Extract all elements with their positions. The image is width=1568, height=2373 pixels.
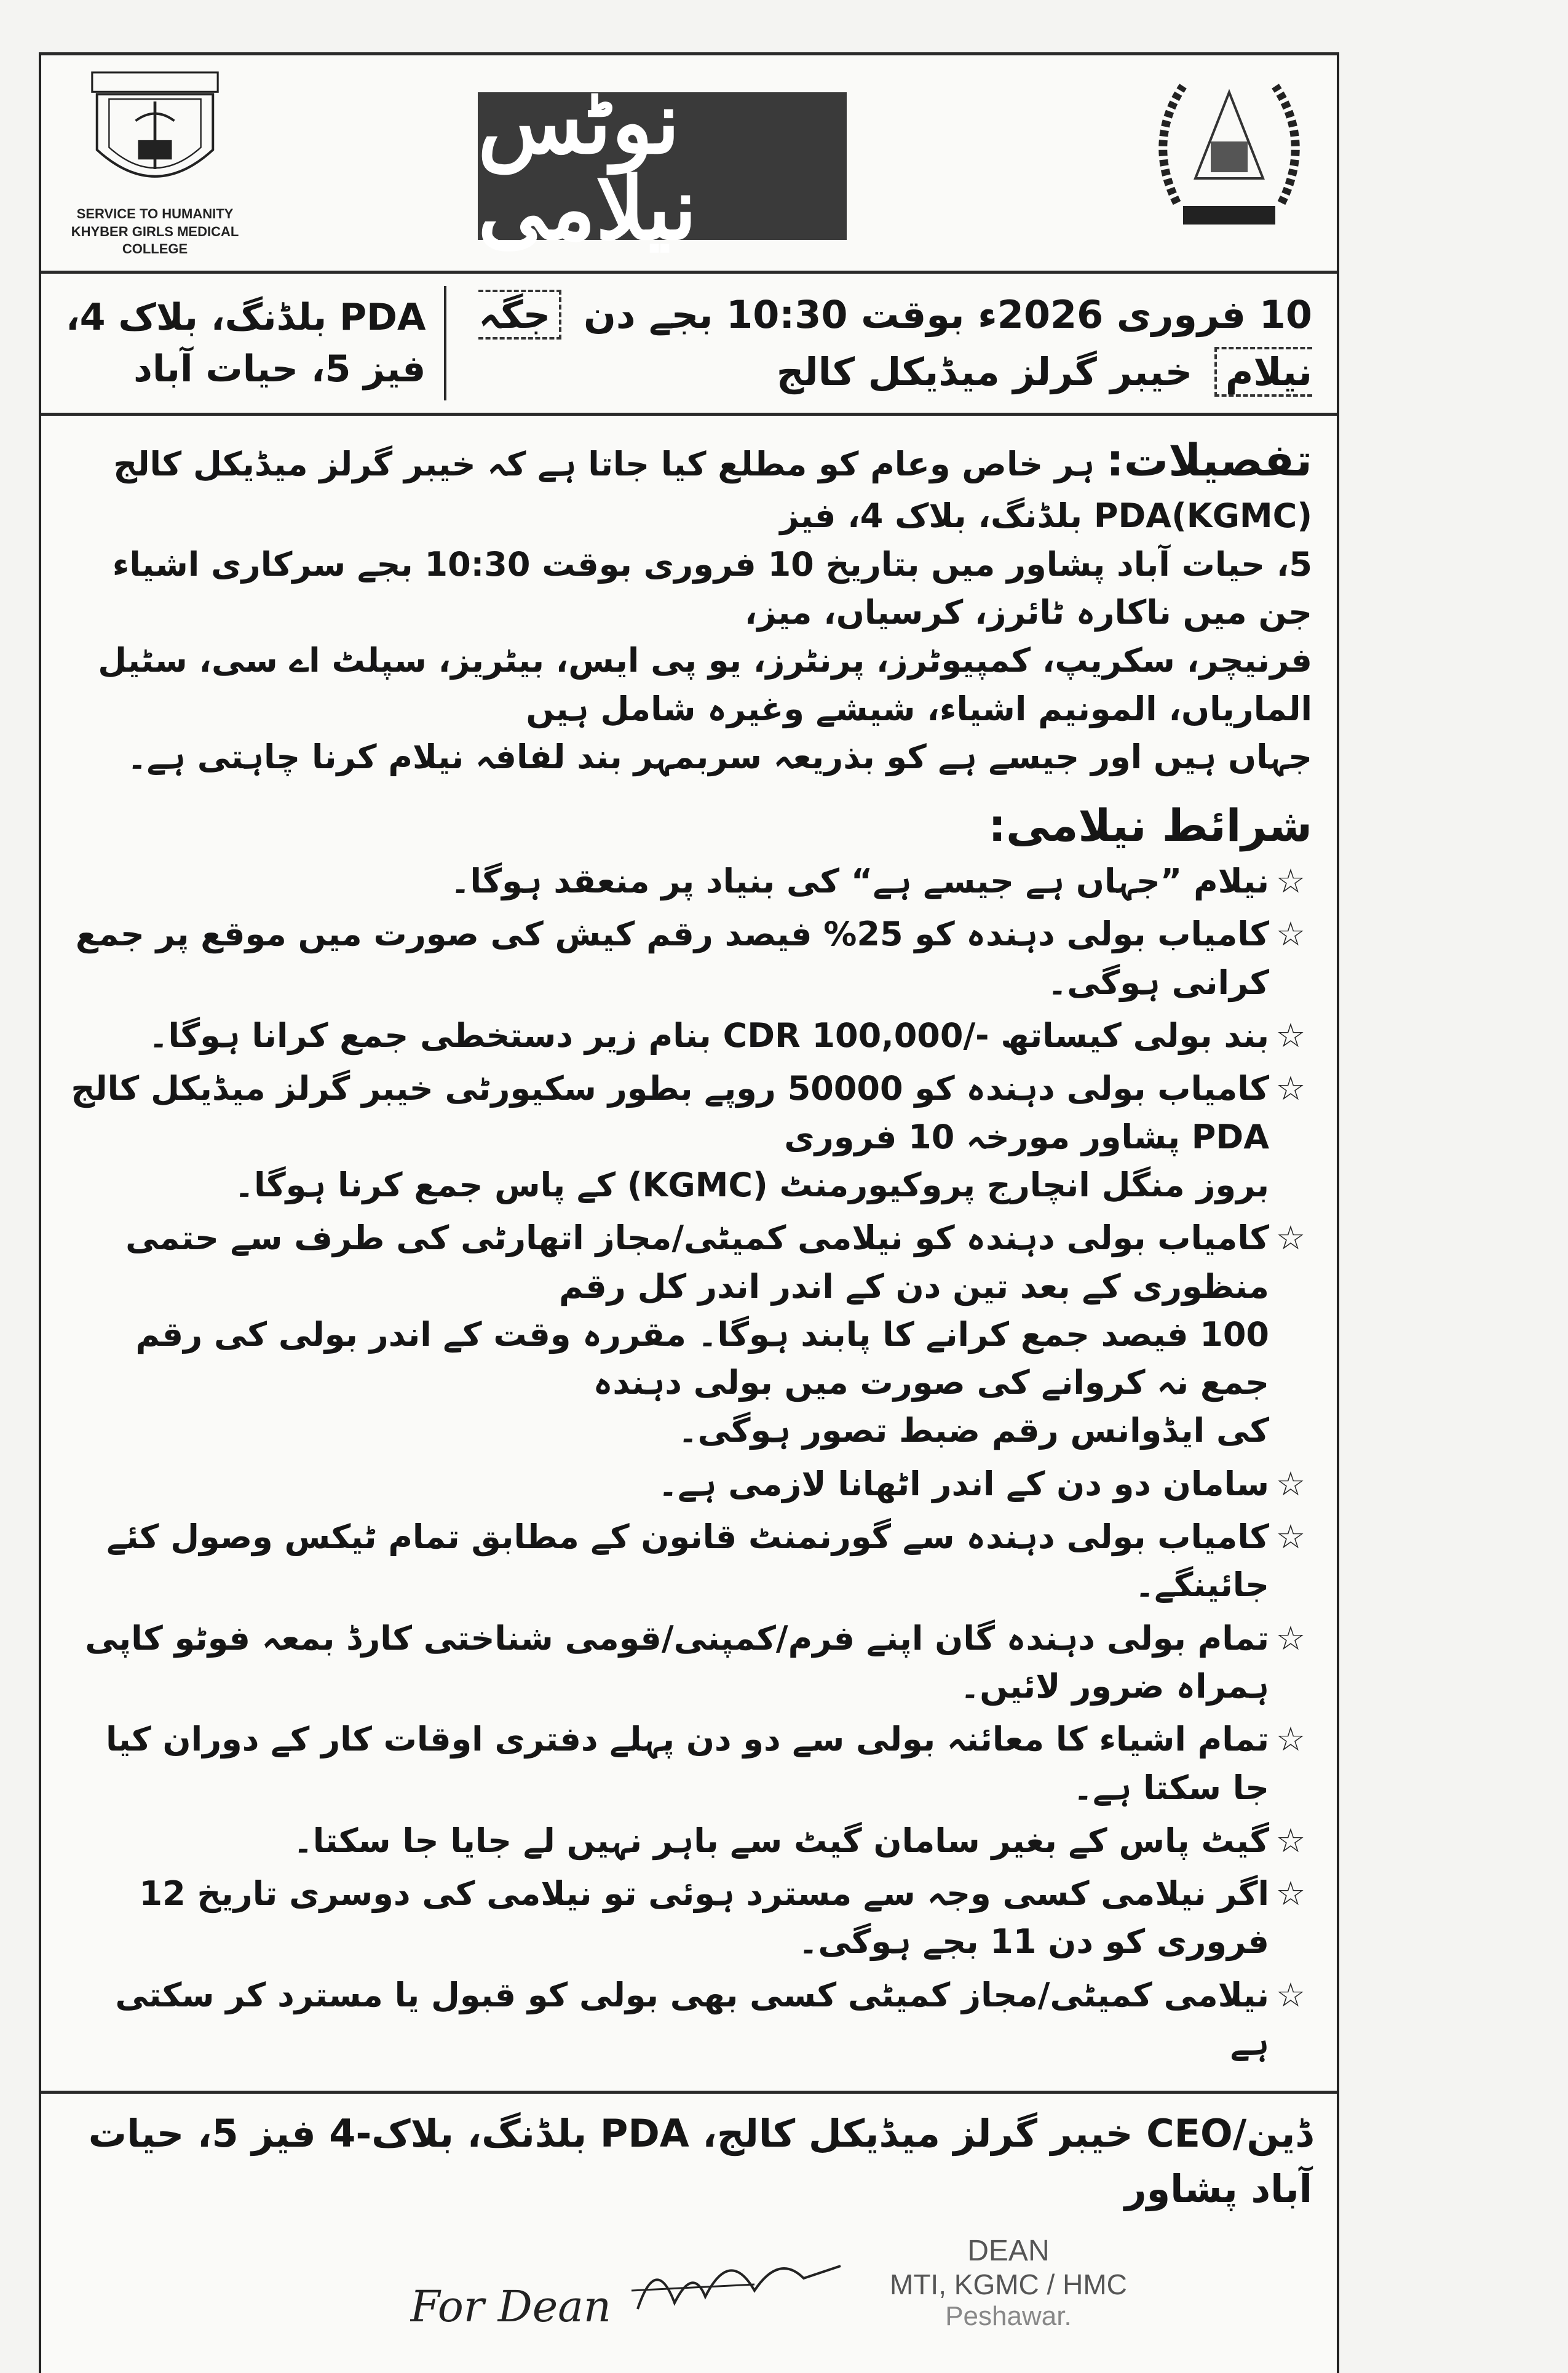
star-bullet-icon: ☆ [1275, 915, 1306, 954]
condition-item [66, 1971, 1312, 2068]
signature-block [41, 2223, 1337, 2373]
condition-item [66, 1715, 1312, 1812]
signature [410, 2229, 853, 2336]
star-bullet-icon: ☆ [1275, 1464, 1306, 1503]
details-line: جہاں ہیں اور جیسے ہے کو بذریعہ سربمہر بند لفافہ نیلام کرنا چاہتی ہے۔ [127, 737, 1312, 776]
condition-text [66, 1971, 1269, 2068]
notice-title: نوٹس نیلامی [478, 73, 697, 260]
condition-text [66, 1817, 1269, 1865]
condition-line: 100 فیصد جمع کرانے کا پابند ہوگا۔ مقررہ وقت کے اندر بولی کی رقم جمع نہ کروانے کی صورت میں بولی دہندہ [135, 1314, 1269, 1402]
condition-line: کامیاب بولی دہندہ کو نیلامی کمیٹی/مجاز اتھارٹی کی طرف سے حتمی منظوری کے بعد تین دن کے اندر اندر کل رقم [125, 1218, 1269, 1306]
auction-place-label: جگہ نیلام [478, 290, 1312, 397]
crest-college-name: KHYBER GIRLS MEDICAL COLLEGE [71, 223, 239, 257]
condition-text [66, 1513, 1269, 1610]
condition-line: نیلامی کمیٹی/مجاز کمیٹی کسی بھی بولی کو قبول یا مسترد کر سکتی ہے [115, 1975, 1269, 2062]
star-bullet-icon: ☆ [1275, 1218, 1306, 1258]
condition-item [66, 1615, 1312, 1711]
address-line-2: فیز 5، حیات آباد [133, 348, 426, 391]
star-bullet-icon: ☆ [1275, 1517, 1306, 1557]
notice-title-banner [478, 73, 847, 260]
footer-address: ڈین/CEO خیبر گرلز میڈیکل کالج، PDA بلڈنگ، بلاک-4 فیز 5، حیات آباد پشاور [88, 2111, 1312, 2212]
star-bullet-icon: ☆ [1275, 1720, 1306, 1759]
auction-place: خیبر گرلز میڈیکل کالج [776, 349, 1193, 394]
auction-address [66, 292, 426, 395]
condition-item [66, 1012, 1312, 1060]
notice-header [41, 55, 1337, 271]
address-line-1: PDA بلڈنگ، بلاک 4، [66, 296, 426, 339]
details-heading: تفصیلات: [1106, 434, 1312, 486]
star-bullet-icon: ☆ [1275, 1069, 1306, 1108]
conditions-list [66, 857, 1312, 2067]
kp-government-emblem [1146, 68, 1312, 234]
condition-item [66, 1870, 1312, 1966]
condition-text [66, 1870, 1269, 1966]
condition-item [66, 1065, 1312, 1209]
divider [444, 286, 446, 400]
details-line: ہر خاص وعام کو مطلع کیا جاتا ہے کہ خیبر گرلز میڈیکل کالج (KGMC)PDA بلڈنگ، بلاک 4، فیز [113, 445, 1312, 536]
condition-text [66, 1012, 1269, 1060]
stamp-title: DEAN [967, 2234, 1050, 2267]
details-line: فرنیچر، سکریپ، کمپیوٹرز، پرنٹرز، یو پی ایس، بیٹریز، سپلٹ اے سی، سٹیل الماریاں، المونیم اشیاء، شیشے وغیرہ شامل ہیں [98, 641, 1312, 728]
college-crest-icon [81, 68, 229, 203]
condition-item [66, 857, 1312, 905]
dean-stamp [890, 2234, 1127, 2332]
college-crest-logo [57, 68, 253, 258]
condition-text [66, 1615, 1269, 1711]
signature-text: For Dean [410, 2281, 611, 2332]
star-bullet-icon: ☆ [1275, 862, 1306, 901]
stamp-office: MTI, KGMC / HMC [890, 2268, 1127, 2300]
condition-item [66, 1460, 1312, 1508]
condition-item [66, 1513, 1312, 1610]
star-bullet-icon: ☆ [1275, 1821, 1306, 1860]
condition-text [66, 857, 1269, 905]
auction-date-time: 10 فروری 2026ء بوقت 10:30 بجے دن [583, 292, 1312, 337]
condition-line: گیٹ پاس کے بغیر سامان گیٹ سے باہر نہیں لے جایا جا سکتا۔ [293, 1821, 1269, 1860]
conditions-heading: شرائط نیلامی: [988, 800, 1312, 852]
condition-text [66, 1715, 1269, 1812]
condition-item [66, 1214, 1312, 1455]
date-place-text [465, 286, 1312, 400]
details-first-line [66, 428, 1312, 541]
condition-item [66, 1817, 1312, 1865]
condition-line: بند بولی کیساتھ -/CDR 100,000 بنام زیر دستخطی جمع کرانا ہوگا۔ [148, 1016, 1269, 1055]
condition-line: نیلام ”جہاں ہے جیسے ہے“ کی بنیاد پر منعقد ہوگا۔ [450, 862, 1269, 901]
stamp-city: Peshawar. [945, 2300, 1072, 2331]
kp-emblem-icon [1146, 68, 1312, 234]
crest-motto: SERVICE TO HUMANITY [76, 206, 234, 221]
condition-line: کامیاب بولی دہندہ کو 25% فیصد رقم کیش کی صورت میں موقع پر جمع کرانی ہوگی۔ [75, 915, 1269, 1002]
condition-text [66, 1214, 1269, 1455]
condition-text [66, 910, 1269, 1007]
notice-frame [39, 52, 1339, 2373]
star-bullet-icon: ☆ [1275, 1016, 1306, 1055]
condition-line: کامیاب بولی دہندہ سے گورنمنٹ قانون کے مطابق تمام ٹیکس وصول کئے جائینگے۔ [106, 1517, 1269, 1605]
details-line: 5، حیات آباد پشاور میں بتاریخ 10 فروری بوقت 10:30 بجے سرکاری اشیاء جن میں ناکارہ ٹائرز، کرسیاں، میز، [112, 544, 1312, 632]
condition-item [66, 910, 1312, 1007]
condition-line: تمام اشیاء کا معائنہ بولی سے دو دن پہلے دفتری اوقات کار کے دوران کیا جا سکتا ہے۔ [105, 1720, 1269, 1807]
condition-line: اگر نیلامی کسی وجہ سے مسترد ہوئی تو نیلامی کی دوسری تاریخ 12 فروری کو دن 11 بجے ہوگی۔ [139, 1874, 1269, 1962]
condition-text [66, 1460, 1269, 1508]
condition-line: سامان دو دن کے اندر اٹھانا لازمی ہے۔ [658, 1464, 1269, 1503]
condition-line: بروز منگل انچارج پروکیورمنٹ (KGMC) کے پاس جمع کرنا ہوگا۔ [234, 1165, 1269, 1204]
star-bullet-icon: ☆ [1275, 1618, 1306, 1658]
condition-line: کامیاب بولی دہندہ کو 50000 روپے بطور سکیورٹی خیبر گرلز میڈیکل کالج PDA پشاور مورخہ 10 فروری [71, 1069, 1269, 1156]
condition-line: تمام بولی دہندہ گان اپنے فرم/کمپنی/قومی شناختی کارڈ بمعہ فوٹو کاپی ہمراہ ضرور لائیں۔ [85, 1618, 1269, 1706]
notice-body [41, 416, 1337, 2091]
condition-line: کی ایڈوانس رقم ضبط تصور ہوگی۔ [678, 1411, 1269, 1450]
date-place-row [41, 274, 1337, 413]
star-bullet-icon: ☆ [1275, 1874, 1306, 1914]
star-bullet-icon: ☆ [1275, 1975, 1306, 2014]
condition-text [66, 1065, 1269, 1209]
